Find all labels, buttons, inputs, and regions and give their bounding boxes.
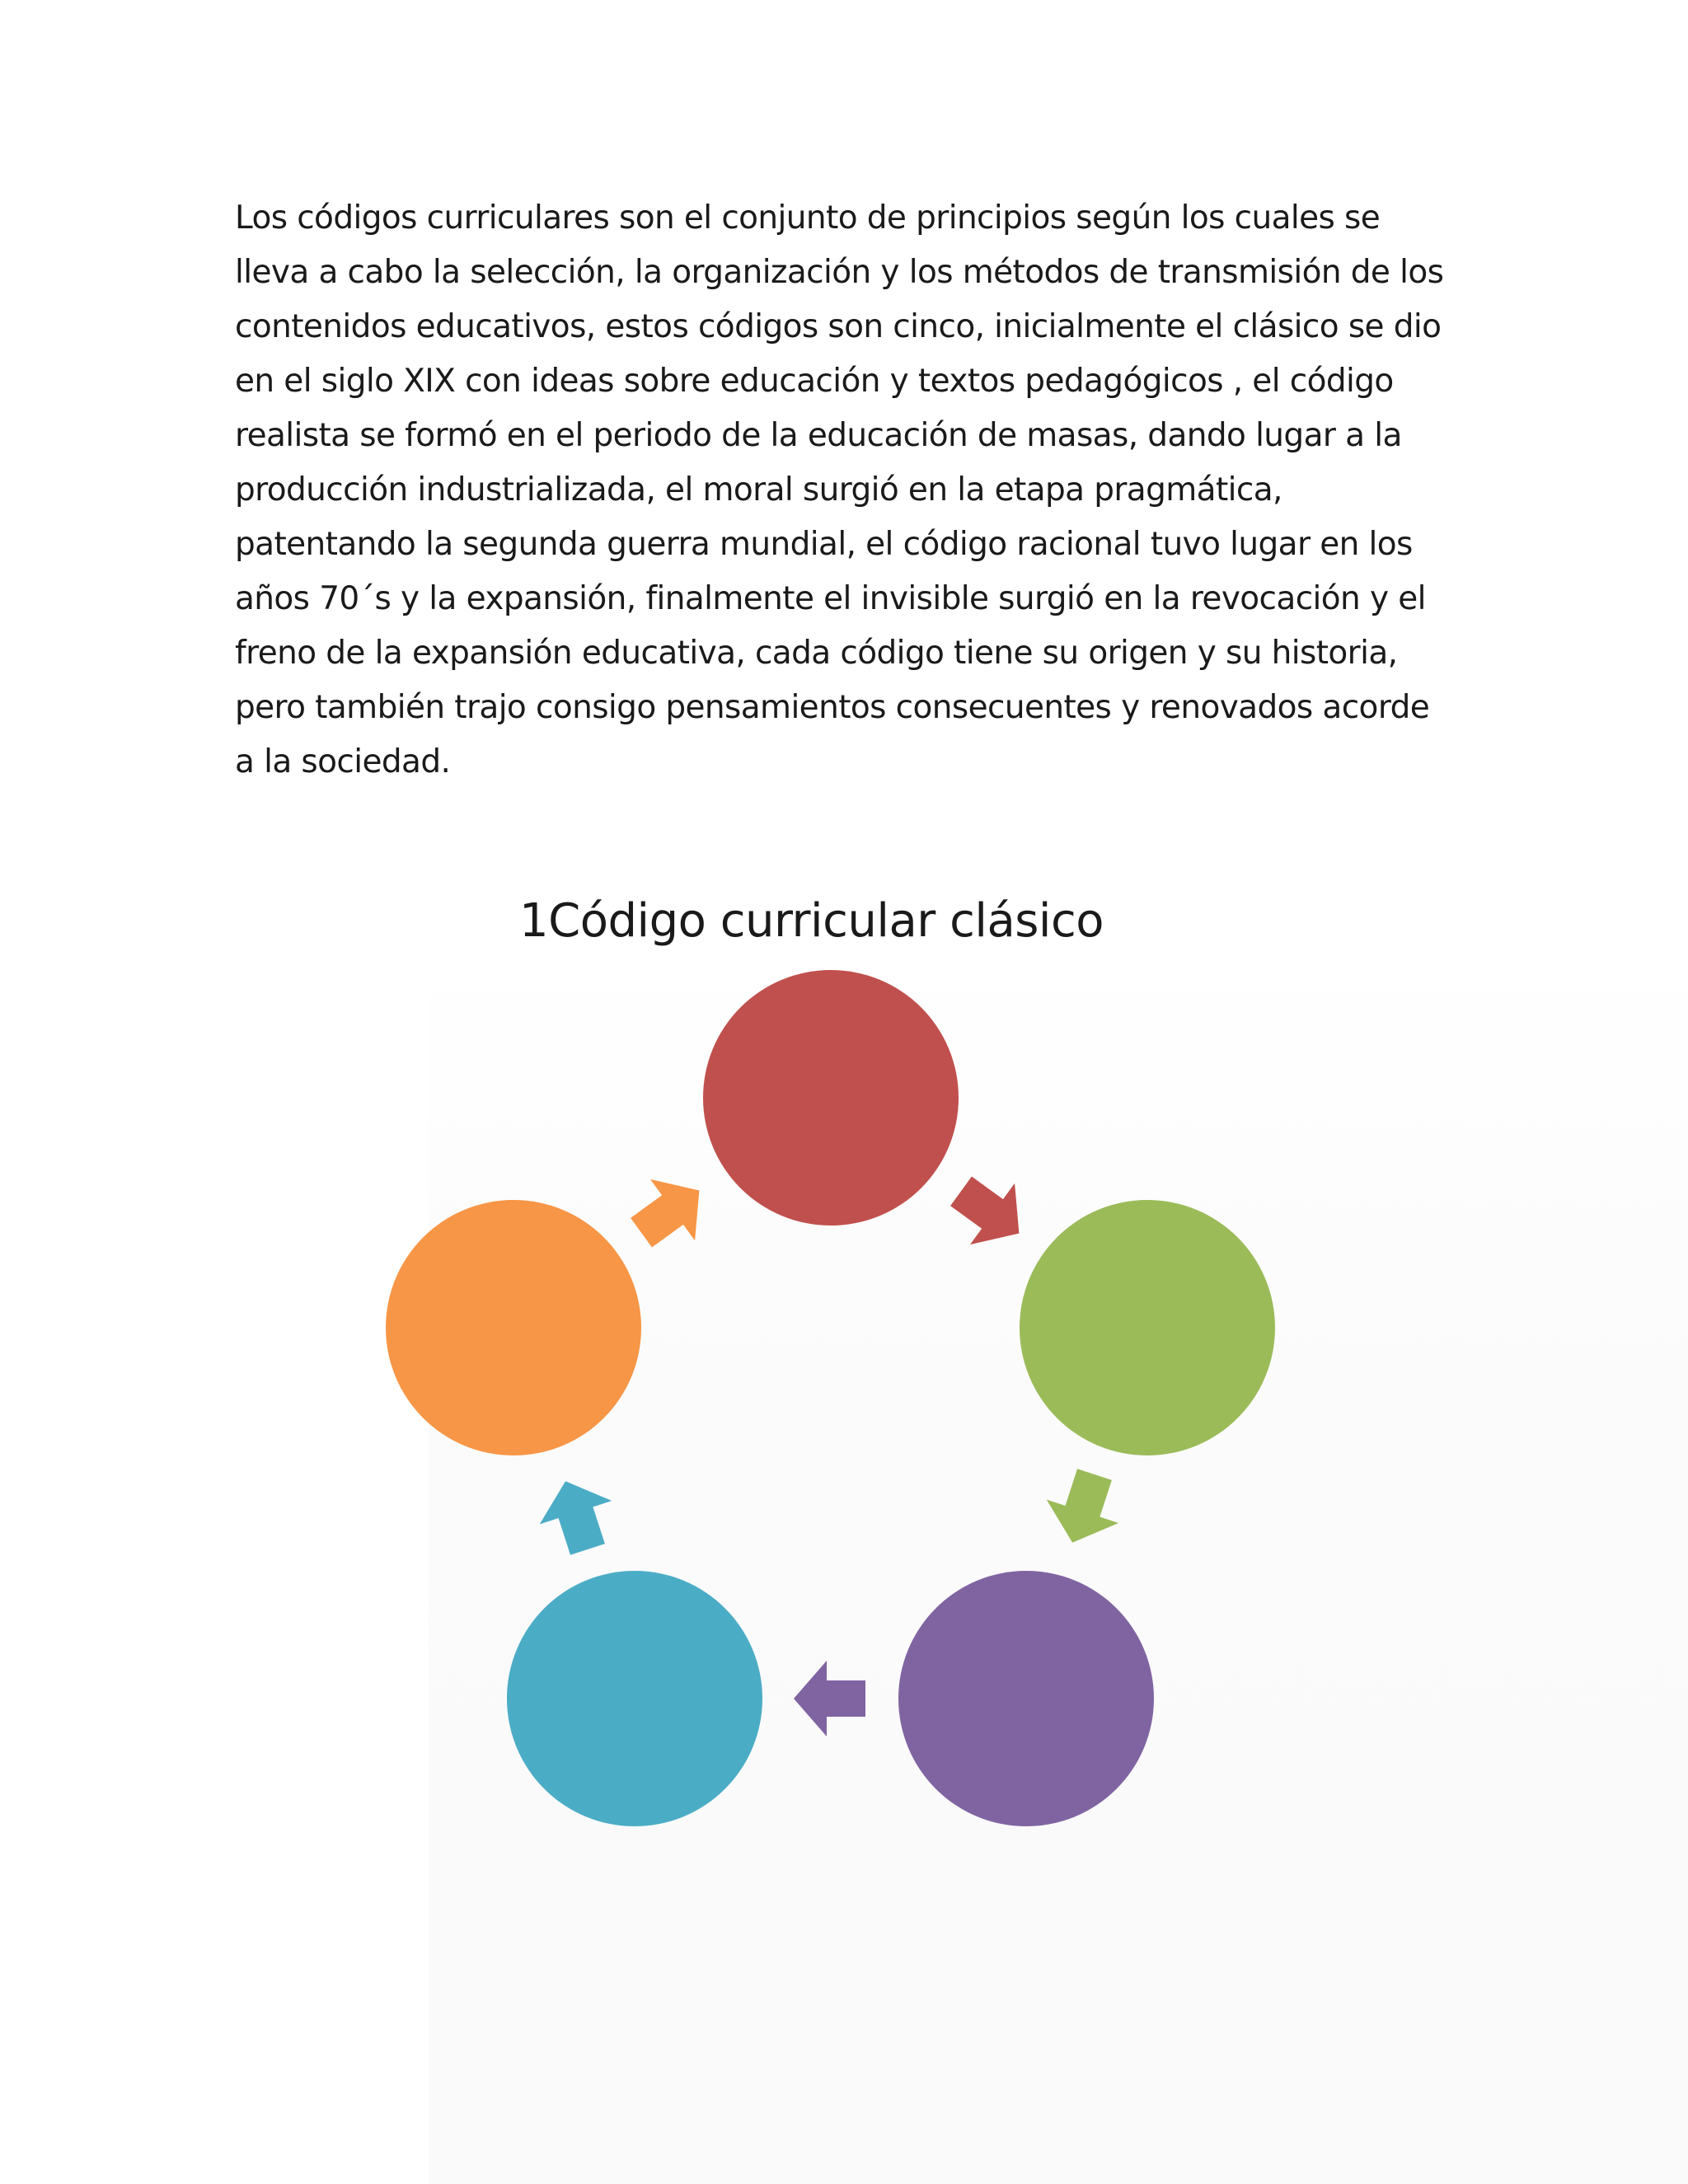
cycle-node-green [1020,1200,1275,1455]
body-paragraph: Los códigos curriculares son el conjunto de principios según los cuales se lleva a cabo la selección, la organización y los métodos de transmisión de los contenidos educativos, estos códigos son cinco, inicialmente el clásico se dio en el siglo XIX con ideas sobre educación y textos pedagógicos , el código realista se formó en el periodo de la educación de masas, dando lugar a la producción industrializada, el moral surgió en la etapa pragmática, patentando la segunda guerra mundial, el código racional tuvo lugar en los años 70´s y la expansión, finalmente el invisible surgió en la revocación y el freno de la expansión educativa, cada código tiene su origen y su historia, pero también trajo consigo pensamientos consecuentes y renovados acorde a la sociedad. [235,199,1444,780]
cycle-node-purple [898,1571,1154,1826]
cycle-arrow-green-to-purple [1036,1463,1130,1554]
diagram-title: 1Código curricular clásico [519,894,1104,948]
cycle-arrow-purple-to-blue [794,1661,865,1736]
cycle-arrow-red-to-green [939,1160,1041,1264]
cycle-node-orange [386,1200,641,1455]
cycle-arrow-blue-to-orange [529,1469,623,1561]
cycle-arrow-orange-to-red [619,1160,721,1263]
cycle-node-blue [507,1571,762,1826]
cycle-node-red [703,970,959,1226]
